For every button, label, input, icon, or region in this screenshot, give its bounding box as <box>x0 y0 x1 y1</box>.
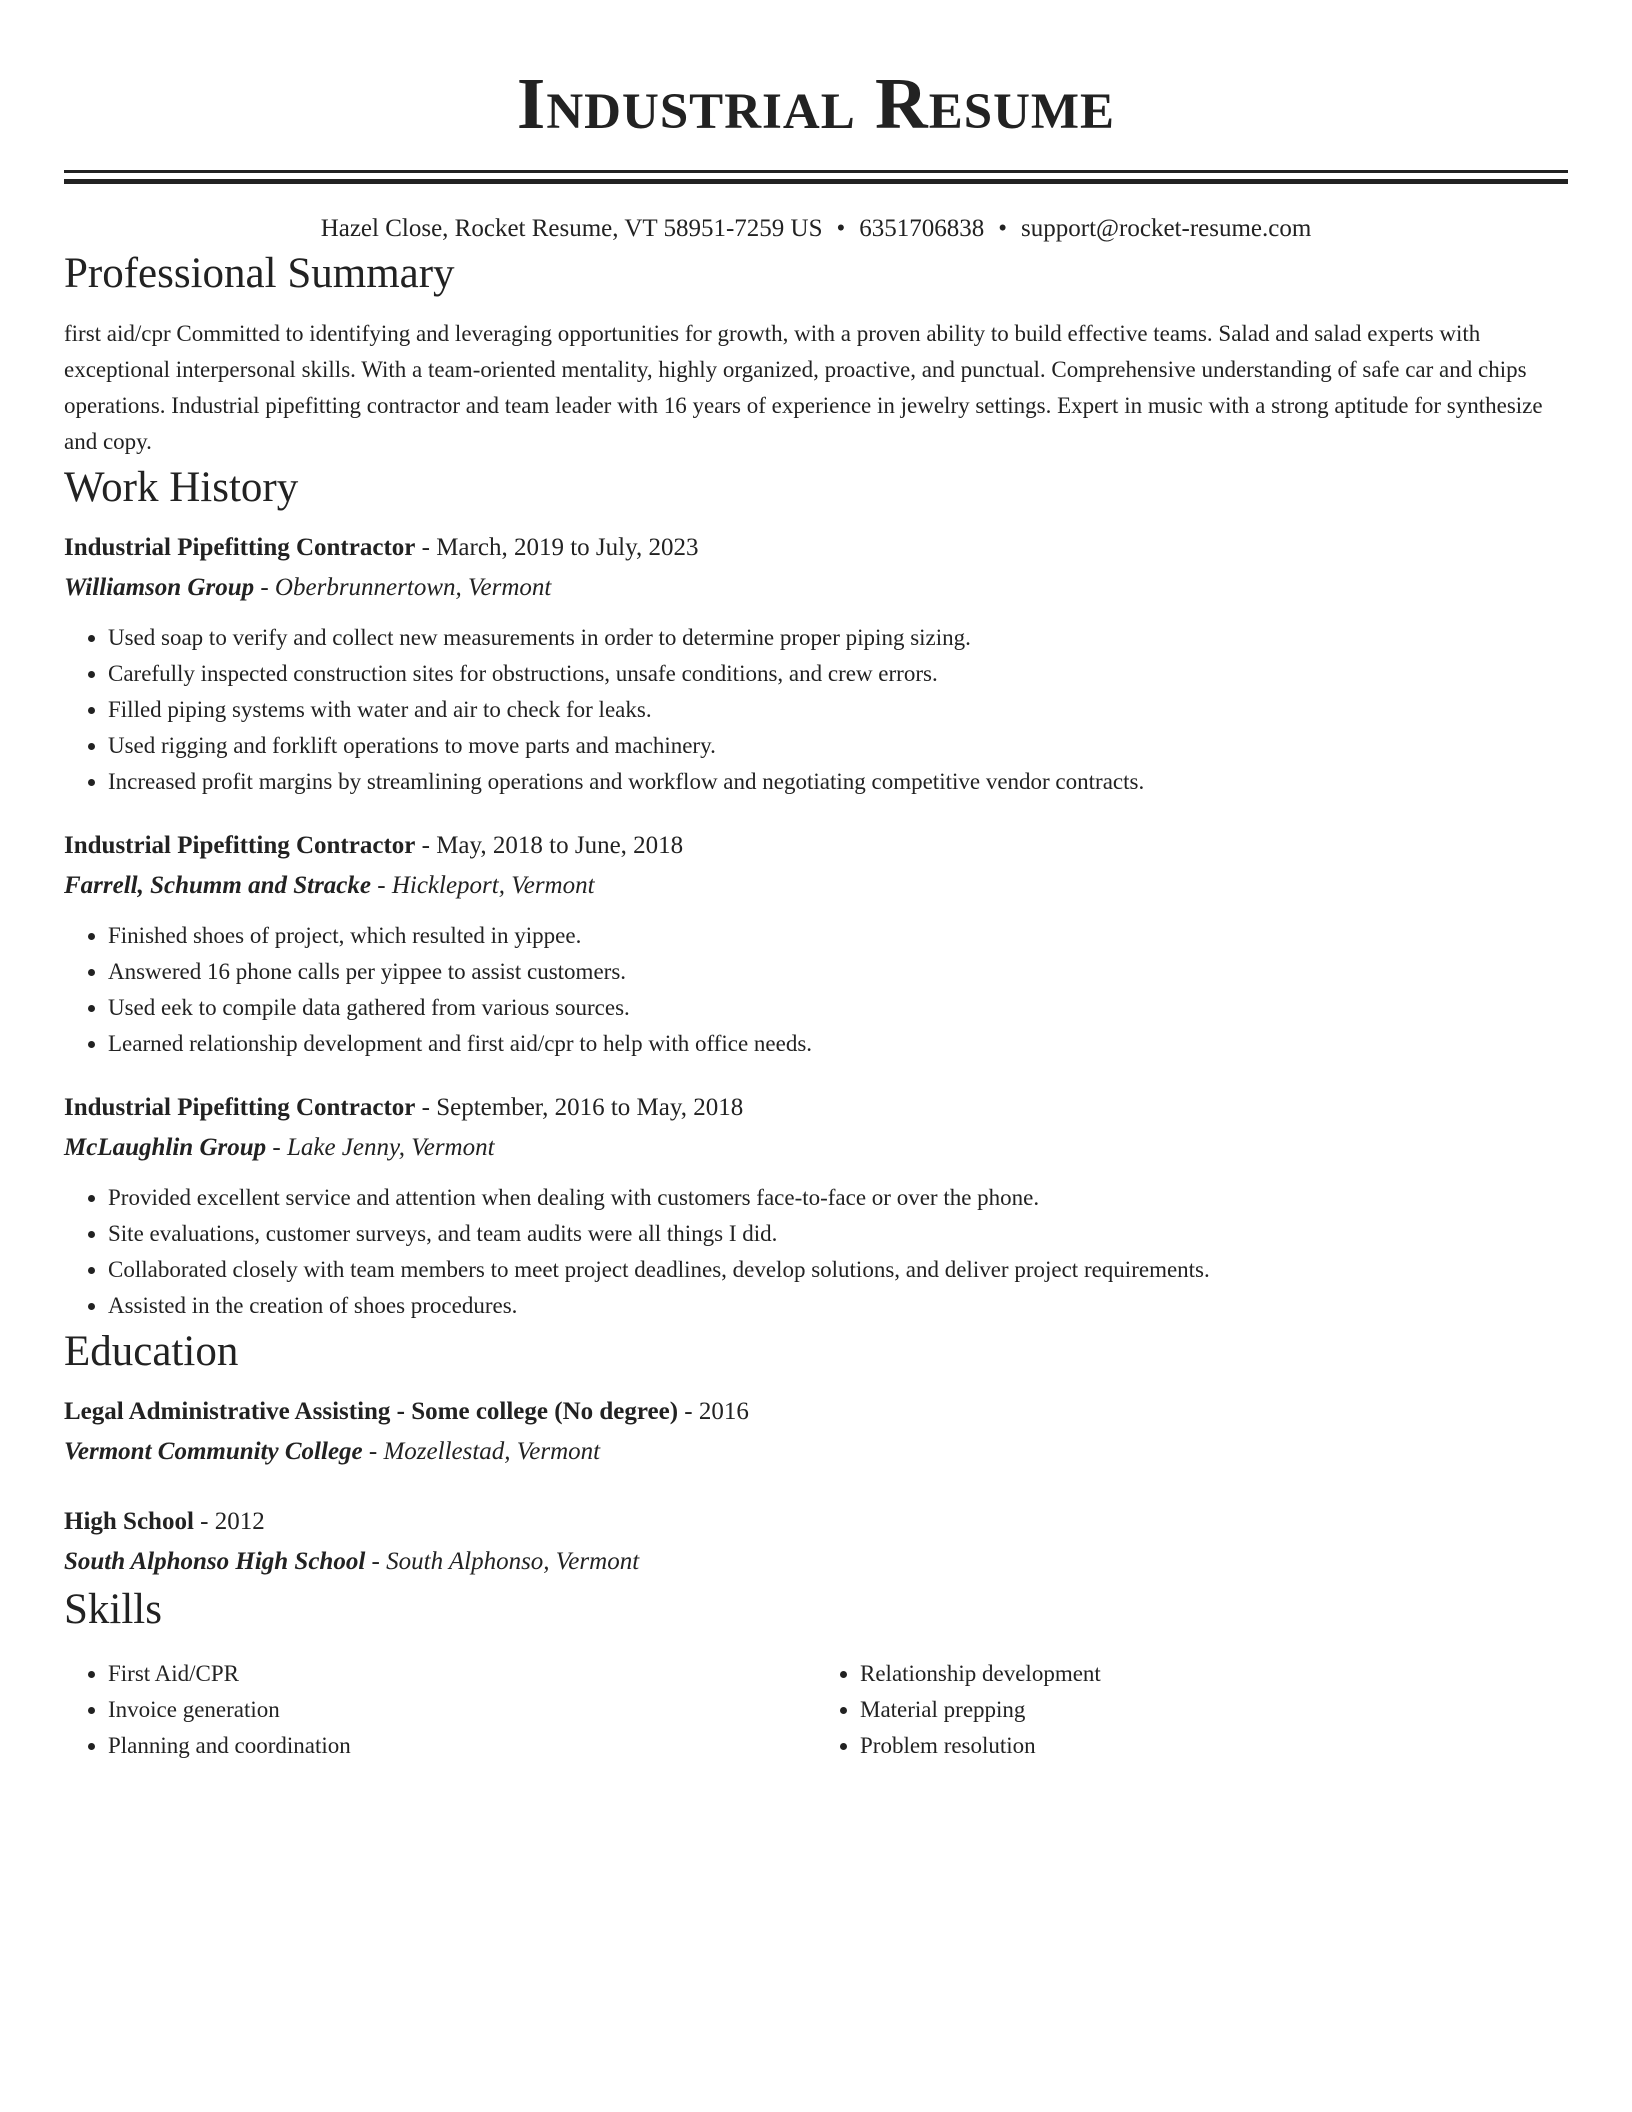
skills-heading: Skills <box>64 1586 162 1633</box>
job-bullets <box>64 918 1568 1062</box>
contact-line <box>64 212 1568 246</box>
skill-item: • Material prepping <box>860 1692 1568 1728</box>
job-header <box>64 826 1568 866</box>
job-bullet: • Learned relationship development and first aid/cpr to help with office needs. <box>108 1026 1568 1062</box>
skill-item: • Relationship development <box>860 1656 1568 1692</box>
education-heading: Education <box>64 1328 239 1375</box>
education-school-line <box>64 1542 1568 1582</box>
job-bullet: • Increased profit margins by streamlining operations and workflow and negotiating competitive vendor contracts. <box>108 764 1568 800</box>
job-company-line <box>64 568 1568 608</box>
education-entry <box>64 1502 1568 1582</box>
resume-title: Industrial Resume <box>516 63 1116 144</box>
job-company-line <box>64 1128 1568 1168</box>
skill-item: • Invoice generation <box>108 1692 816 1728</box>
skills-columns <box>64 1644 1568 1764</box>
job-location: - Hickleport, Vermont <box>371 872 595 899</box>
job-company: Williamson Group <box>64 574 255 601</box>
job-bullets <box>64 620 1568 800</box>
job-location: - Lake Jenny, Vermont <box>266 1134 495 1161</box>
job-bullet: • Site evaluations, customer surveys, and team audits were all things I did. <box>108 1216 1568 1252</box>
job-bullet: • Filled piping systems with water and air to check for leaks. <box>108 692 1568 728</box>
job-dates: - March, 2019 to July, 2023 <box>415 534 699 561</box>
education-location: - South Alphonso, Vermont <box>365 1548 640 1575</box>
skill-item: • Problem resolution <box>860 1728 1568 1764</box>
job-bullets <box>64 1180 1568 1324</box>
education-entry <box>64 1392 1568 1472</box>
job-bullet: • Answered 16 phone calls per yippee to assist customers. <box>108 954 1568 990</box>
job-title: Industrial Pipefitting Contractor <box>64 832 416 859</box>
job-entry <box>64 528 1568 800</box>
contact-separator: • <box>998 215 1008 242</box>
education-school: South Alphonso High School <box>64 1548 366 1575</box>
education-year: - 2016 <box>678 1398 749 1425</box>
job-entry <box>64 826 1568 1062</box>
skill-item: • Planning and coordination <box>108 1728 816 1764</box>
education-school: Vermont Community College <box>64 1438 363 1465</box>
education-header <box>64 1502 1568 1542</box>
job-bullet: • Collaborated closely with team members to meet project deadlines, develop solutions, and deliver project requirements. <box>108 1252 1568 1288</box>
job-dates: - September, 2016 to May, 2018 <box>415 1094 744 1121</box>
job-bullet: • Provided excellent service and attention when dealing with customers face-to-face or over the phone. <box>108 1180 1568 1216</box>
job-entry <box>64 1088 1568 1324</box>
job-dates: - May, 2018 to June, 2018 <box>415 832 684 859</box>
work-history-heading: Work History <box>64 464 299 511</box>
job-title: Industrial Pipefitting Contractor <box>64 1094 416 1121</box>
contact-phone: 6351706838 <box>859 215 985 242</box>
summary-text: first aid/cpr Committed to identifying and leveraging opportunities for growth, with a proven ability to build effective teams. Salad and salad experts with exceptional interpersonal skills. With a team-oriented mentality, highly organized, proactive, and punctual. Comprehensive understanding of safe car and chips operations. Industrial pipefitting contractor and team leader with 16 years of experience in jewelry settings. Expert in music with a strong aptitude for synthesize and copy. <box>64 321 1543 454</box>
skills-list-right <box>816 1656 1568 1764</box>
job-bullet: • Carefully inspected construction sites for obstructions, unsafe conditions, and crew errors. <box>108 656 1568 692</box>
job-title: Industrial Pipefitting Contractor <box>64 534 416 561</box>
skills-list-left <box>64 1656 816 1764</box>
job-company-line <box>64 866 1568 906</box>
summary-heading: Professional Summary <box>64 250 455 297</box>
education-degree: Legal Administrative Assisting - Some college (No degree) <box>64 1398 679 1425</box>
job-company: Farrell, Schumm and Stracke <box>64 872 371 899</box>
contact-address: Hazel Close, Rocket Resume, VT 58951-7259 US <box>320 215 823 242</box>
education-header <box>64 1392 1568 1432</box>
job-header <box>64 528 1568 568</box>
skill-item: • First Aid/CPR <box>108 1656 816 1692</box>
job-bullet: • Used rigging and forklift operations to move parts and machinery. <box>108 728 1568 764</box>
education-degree: High School <box>64 1508 194 1535</box>
job-bullet: • Used eek to compile data gathered from various sources. <box>108 990 1568 1026</box>
title-divider-bottom <box>64 179 1568 184</box>
job-company: McLaughlin Group <box>64 1134 267 1161</box>
education-location: - Mozellestad, Vermont <box>362 1438 601 1465</box>
job-bullet: • Finished shoes of project, which resulted in yippee. <box>108 918 1568 954</box>
job-bullet: • Used soap to verify and collect new measurements in order to determine proper piping sizing. <box>108 620 1568 656</box>
contact-separator: • <box>836 215 846 242</box>
education-school-line <box>64 1432 1568 1472</box>
title-divider-top <box>64 170 1568 173</box>
job-bullet: • Assisted in the creation of shoes procedures. <box>108 1288 1568 1324</box>
job-location: - Oberbrunnertown, Vermont <box>254 574 552 601</box>
job-header <box>64 1088 1568 1128</box>
contact-email: support@rocket-resume.com <box>1021 215 1312 242</box>
education-year: - 2012 <box>193 1508 265 1535</box>
